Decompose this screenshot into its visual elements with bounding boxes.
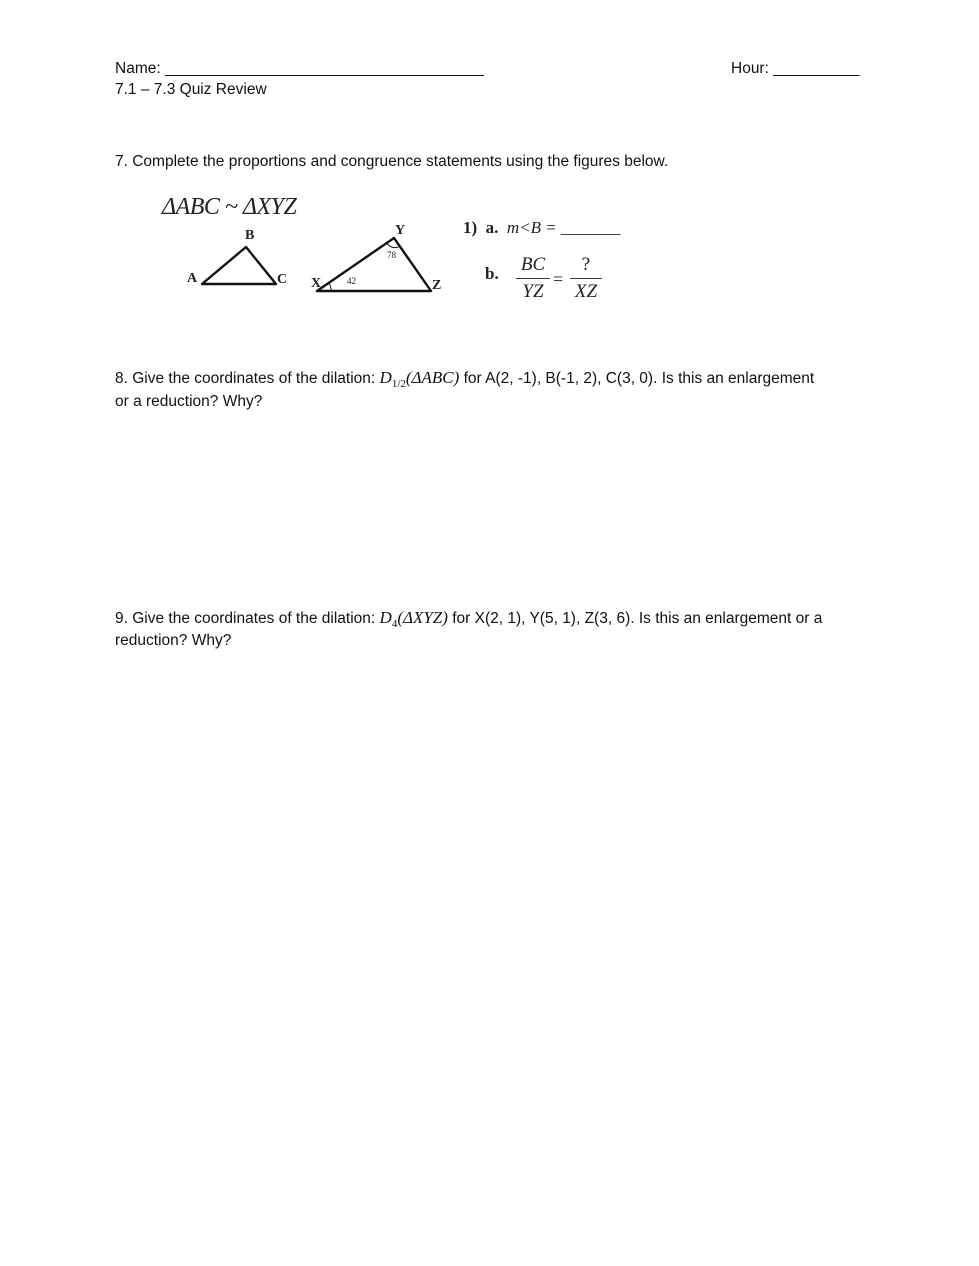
part-number: 1) [463, 218, 478, 237]
hour-field [731, 60, 859, 78]
fraction-unknown-xz [570, 254, 602, 303]
fraction-bc-yz [516, 254, 550, 303]
part-a-letter: a. [485, 218, 499, 237]
dilation-notation-q8 [379, 368, 460, 390]
name-field [115, 60, 484, 78]
question-9-line-2: reduction? Why? [115, 632, 232, 649]
angle-x-label: 42 [347, 276, 356, 286]
dilation-notation-q9 [379, 608, 448, 630]
dilation-argument: (ΔABC) [405, 368, 460, 387]
part-a-blank: _______ [561, 218, 621, 237]
angle-y-label: 78 [387, 250, 396, 260]
triangle-xyz [317, 238, 431, 291]
similarity-statement: ΔABC ~ ΔXYZ [162, 194, 297, 220]
question-7-figure [160, 190, 660, 315]
part-b-letter: b. [485, 264, 499, 283]
dilation-scale-factor: 1/2 [391, 378, 406, 390]
name-label: Name: [115, 60, 161, 77]
question-9-text [115, 608, 822, 630]
name-blank: _____________________________________ [164, 60, 484, 77]
question-8-suffix: for A(2, -1), B(-1, 2), C(3, 0). Is this an enlargement [459, 370, 815, 387]
angle-x-arc [329, 283, 331, 291]
fraction-right-denominator: XZ [574, 281, 598, 302]
dilation-d: D [379, 368, 392, 387]
question-9-prefix: 9. Give the coordinates of the dilation: [115, 610, 380, 627]
hour-label: Hour: [731, 60, 769, 77]
dilation-scale-factor: 4 [391, 618, 398, 630]
fraction-left-numerator: BC [520, 254, 546, 275]
triangles-drawing [160, 190, 460, 300]
vertex-label-x: X [311, 276, 322, 291]
vertex-label-y: Y [395, 223, 406, 238]
quiz-subtitle: 7.1 – 7.3 Quiz Review [115, 81, 267, 98]
triangle-abc [202, 247, 276, 284]
dilation-argument: (ΔXYZ) [397, 608, 448, 627]
part-a-line [463, 218, 621, 238]
fraction-left-bar [516, 278, 550, 279]
dilation-d: D [379, 608, 392, 627]
fraction-right-bar [570, 278, 602, 279]
fraction-right-numerator: ? [581, 254, 591, 275]
vertex-label-c: C [277, 272, 288, 287]
vertex-label-b: B [245, 228, 255, 243]
vertex-label-a: A [187, 271, 198, 286]
part-a-expression: m<B = [506, 218, 557, 237]
equals-sign: = [553, 269, 564, 289]
question-9-suffix: for X(2, 1), Y(5, 1), Z(3, 6). Is this an enlargement or a [447, 610, 823, 627]
vertex-label-z: Z [432, 278, 442, 293]
question-7-text: 7. Complete the proportions and congruence statements using the figures below. [115, 153, 669, 170]
question-8-text [115, 368, 814, 390]
question-8-line-2: or a reduction? Why? [115, 393, 263, 410]
question-8-prefix: 8. Give the coordinates of the dilation: [115, 370, 380, 387]
fraction-left-denominator: YZ [522, 281, 544, 302]
hour-blank: __________ [773, 60, 860, 77]
